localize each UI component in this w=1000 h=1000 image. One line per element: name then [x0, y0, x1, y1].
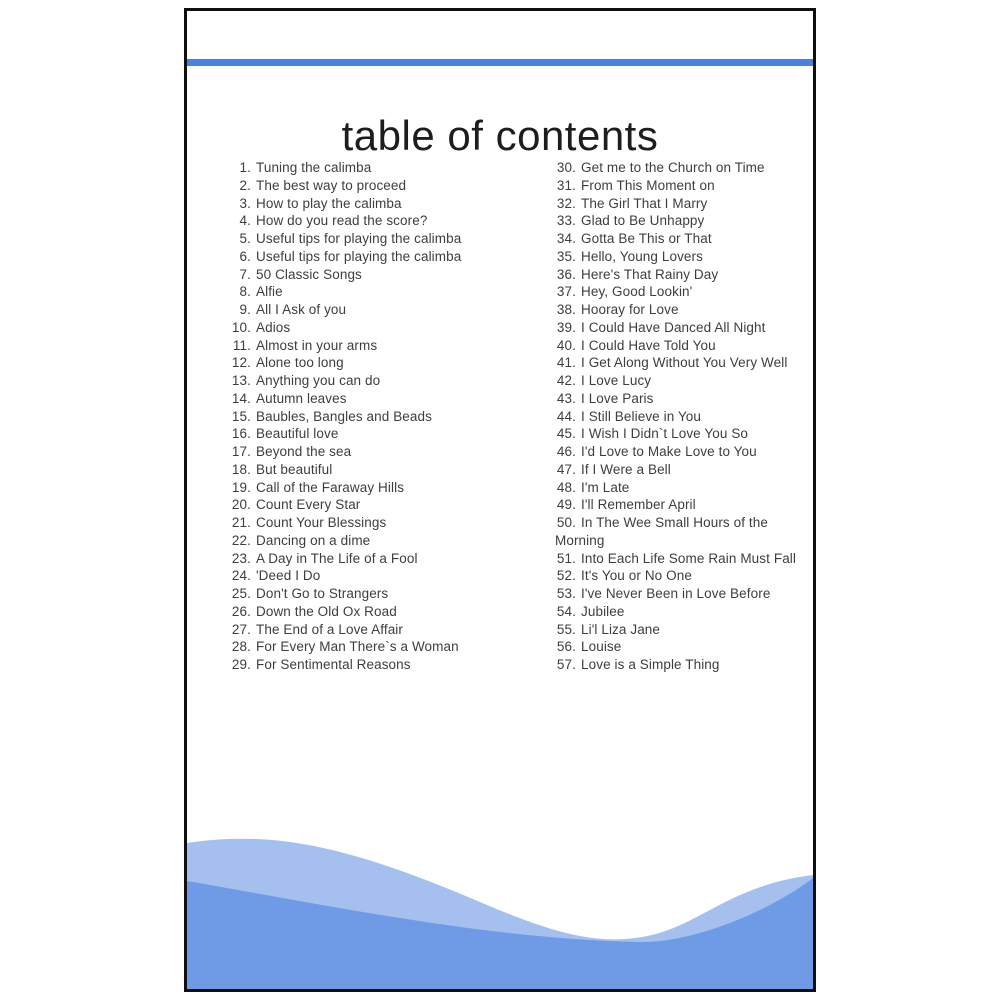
toc-item-title: How to play the calimba	[256, 195, 402, 211]
toc-item-number: 11.	[232, 337, 251, 353]
toc-item	[230, 283, 505, 301]
toc-item-title: In The Wee Small Hours of the Morning	[555, 515, 768, 548]
toc-item	[230, 212, 505, 230]
toc-item-title: I'll Remember April	[581, 497, 696, 513]
toc-item	[555, 585, 811, 603]
toc-item-number: 40.	[556, 337, 576, 353]
toc-page	[184, 8, 816, 992]
toc-item-number: 17.	[231, 444, 251, 459]
toc-item-title: I Love Lucy	[581, 373, 652, 388]
toc-item-number: 47.	[556, 461, 576, 477]
toc-item-title: Almost in your arms	[256, 337, 378, 353]
toc-item-title: How do you read the score?	[256, 213, 428, 229]
toc-item	[555, 425, 811, 443]
toc-item-number: 42.	[556, 373, 576, 388]
toc-item	[555, 354, 811, 372]
toc-item	[230, 319, 505, 337]
toc-item-title: Hooray for Love	[581, 302, 679, 317]
toc-item-number: 44.	[556, 408, 576, 424]
toc-item	[555, 479, 811, 497]
toc-item-title: Don't Go to Strangers	[256, 586, 389, 601]
toc-item-number: 53.	[556, 586, 576, 601]
toc-item-number: 33.	[556, 213, 576, 229]
toc-item-title: 50 Classic Songs	[256, 266, 362, 282]
toc-item-title: The best way to proceed	[256, 177, 407, 193]
toc-item	[555, 230, 811, 248]
toc-item	[555, 337, 811, 355]
toc-item-number: 7.	[239, 266, 251, 282]
toc-item	[230, 496, 505, 514]
toc-item-number: 50.	[556, 515, 576, 530]
toc-item-title: Here's That Rainy Day	[581, 266, 719, 282]
toc-item-title: From This Moment on	[581, 177, 715, 193]
top-rule-divider	[187, 59, 813, 66]
toc-item	[555, 567, 811, 585]
toc-item-title: Autumn leaves	[256, 390, 347, 406]
toc-item	[230, 354, 505, 372]
toc-item-title: Beyond the sea	[256, 444, 352, 459]
toc-item	[230, 585, 505, 603]
toc-item-number: 32.	[556, 195, 576, 211]
toc-item-title: Down the Old Ox Road	[256, 603, 397, 619]
toc-item-title: I Still Believe in You	[581, 408, 702, 424]
toc-item-number: 43.	[556, 390, 576, 406]
toc-item-title: Get me to the Church on Time	[581, 160, 765, 175]
toc-item-title: Gotta Be This or That	[581, 231, 712, 246]
toc-column-right	[555, 159, 811, 674]
toc-item-title: Glad to Be Unhappy	[581, 213, 705, 229]
toc-item	[555, 283, 811, 301]
toc-item	[555, 212, 811, 230]
toc-item-number: 12.	[231, 355, 251, 371]
toc-item	[555, 550, 811, 568]
toc-item-number: 36.	[556, 266, 576, 282]
toc-item	[555, 621, 811, 639]
toc-item-number: 39.	[556, 319, 576, 335]
toc-item-title: 'Deed I Do	[256, 568, 321, 584]
toc-item-number: 37.	[556, 284, 576, 300]
toc-item-title: All I Ask of you	[256, 302, 347, 317]
toc-item-number: 26.	[231, 603, 251, 619]
toc-item-number: 52.	[556, 568, 576, 584]
toc-item-number: 22.	[231, 532, 251, 548]
toc-item	[555, 159, 811, 177]
toc-item-title: Louise	[581, 639, 622, 655]
toc-item	[230, 390, 505, 408]
toc-item-number: 24.	[231, 568, 251, 584]
toc-item-title: Jubilee	[581, 603, 625, 619]
toc-item	[555, 656, 811, 674]
toc-item-number: 1.	[239, 160, 251, 175]
toc-item	[555, 408, 811, 426]
toc-item-title: I'm Late	[581, 479, 630, 495]
toc-item-number: 4.	[239, 213, 251, 229]
toc-column-left	[230, 159, 505, 674]
toc-item	[555, 514, 811, 550]
toc-item	[230, 621, 505, 639]
toc-item	[230, 425, 505, 443]
toc-item	[555, 195, 811, 213]
toc-item-number: 54.	[556, 603, 576, 619]
toc-item-number: 38.	[556, 302, 576, 317]
toc-item	[555, 372, 811, 390]
toc-item	[555, 443, 811, 461]
toc-item	[555, 301, 811, 319]
toc-item	[230, 408, 505, 426]
toc-item-number: 20.	[231, 497, 251, 513]
toc-item-number: 28.	[231, 639, 251, 655]
toc-item-number: 35.	[556, 248, 576, 264]
toc-item	[230, 532, 505, 550]
toc-item-title: Hello, Young Lovers	[581, 248, 703, 264]
toc-item	[555, 638, 811, 656]
toc-item	[230, 603, 505, 621]
toc-item-title: Useful tips for playing the calimba	[256, 248, 462, 264]
toc-item-title: Baubles, Bangles and Beads	[256, 408, 432, 424]
toc-item-number: 27.	[231, 621, 251, 637]
toc-item-title: Call of the Faraway Hills	[256, 479, 405, 495]
toc-item-title: Beautiful love	[256, 426, 339, 442]
toc-item-title: I Could Have Told You	[581, 337, 716, 353]
toc-item	[555, 248, 811, 266]
footer-waves	[187, 817, 813, 989]
toc-item-number: 41.	[556, 355, 576, 371]
toc-item-number: 55.	[556, 621, 576, 637]
toc-item-title: Love is a Simple Thing	[581, 657, 720, 672]
toc-item	[230, 248, 505, 266]
toc-item-number: 3.	[239, 195, 251, 211]
toc-item-title: Hey, Good Lookin'	[581, 284, 693, 300]
toc-item-title: I Love Paris	[581, 390, 654, 406]
toc-item-title: I Could Have Danced All Night	[581, 319, 766, 335]
toc-item	[555, 266, 811, 284]
toc-item-number: 10.	[231, 319, 251, 335]
toc-item	[230, 195, 505, 213]
toc-item-number: 34.	[556, 231, 576, 246]
toc-item	[230, 638, 505, 656]
toc-item	[230, 230, 505, 248]
toc-item	[230, 159, 505, 177]
toc-item-title: Into Each Life Some Rain Must Fall	[581, 550, 796, 566]
toc-item-title: But beautiful	[256, 461, 333, 477]
toc-item-number: 29.	[231, 657, 251, 672]
toc-item-number: 21.	[231, 515, 251, 530]
toc-item-title: Alone too long	[256, 355, 344, 371]
toc-item	[230, 443, 505, 461]
toc-item-number: 8.	[239, 284, 251, 300]
toc-item-number: 15.	[231, 408, 251, 424]
toc-item-title: The Girl That I Marry	[581, 195, 708, 211]
toc-item	[230, 266, 505, 284]
toc-item	[555, 390, 811, 408]
toc-item-title: Count Every Star	[256, 497, 361, 513]
toc-item	[230, 372, 505, 390]
toc-item-number: 31.	[556, 177, 576, 193]
toc-item	[230, 567, 505, 585]
toc-item	[555, 603, 811, 621]
toc-item-number: 2.	[239, 177, 251, 193]
toc-item-title: If I Were a Bell	[581, 461, 671, 477]
toc-item-title: For Sentimental Reasons	[256, 657, 411, 672]
toc-item-title: Useful tips for playing the calimba	[256, 231, 462, 246]
toc-item-number: 9.	[239, 302, 251, 317]
toc-item-title: I Wish I Didn`t Love You So	[581, 426, 749, 442]
toc-item-title: The End of a Love Affair	[256, 621, 403, 637]
toc-item-number: 13.	[231, 373, 251, 388]
toc-item	[555, 177, 811, 195]
page-title: table of contents	[341, 112, 659, 160]
toc-item-number: 14.	[231, 390, 251, 406]
toc-item-title: I've Never Been in Love Before	[581, 586, 771, 601]
toc-item-number: 30.	[556, 160, 576, 175]
toc-item-number: 16.	[231, 426, 251, 442]
toc-item-number: 49.	[556, 497, 576, 513]
toc-item-number: 57.	[556, 657, 576, 672]
toc-item-title: Tuning the calimba	[256, 160, 372, 175]
toc-item-title: I Get Along Without You Very Well	[581, 355, 788, 371]
toc-item-number: 56.	[556, 639, 576, 655]
toc-item-title: It's You or No One	[581, 568, 692, 584]
toc-item-number: 48.	[556, 479, 576, 495]
toc-item	[230, 301, 505, 319]
toc-item	[555, 496, 811, 514]
toc-item-title: Anything you can do	[256, 373, 381, 388]
toc-item-number: 23.	[231, 550, 251, 566]
toc-item	[555, 319, 811, 337]
toc-item	[230, 337, 505, 355]
toc-item	[230, 514, 505, 532]
toc-item	[230, 479, 505, 497]
toc-item	[230, 550, 505, 568]
toc-item	[230, 177, 505, 195]
toc-item-number: 51.	[556, 550, 576, 566]
toc-item-title: For Every Man There`s a Woman	[256, 639, 459, 655]
toc-item-title: Count Your Blessings	[256, 515, 387, 530]
toc-item-title: Dancing on a dime	[256, 532, 371, 548]
toc-item-number: 19.	[231, 479, 251, 495]
toc-item-title: Alfie	[256, 284, 283, 300]
toc-item	[555, 461, 811, 479]
toc-item-number: 46.	[556, 444, 576, 459]
toc-item-title: Li'l Liza Jane	[581, 621, 661, 637]
toc-item-number: 6.	[239, 248, 251, 264]
toc-item-title: Adios	[256, 319, 291, 335]
toc-item	[230, 656, 505, 674]
toc-item-number: 25.	[231, 586, 251, 601]
toc-item-number: 18.	[231, 461, 251, 477]
toc-item-number: 5.	[239, 231, 251, 246]
toc-item-title: I'd Love to Make Love to You	[581, 444, 757, 459]
toc-item	[230, 461, 505, 479]
toc-item-number: 45.	[556, 426, 576, 442]
toc-item-title: A Day in The Life of a Fool	[256, 550, 418, 566]
